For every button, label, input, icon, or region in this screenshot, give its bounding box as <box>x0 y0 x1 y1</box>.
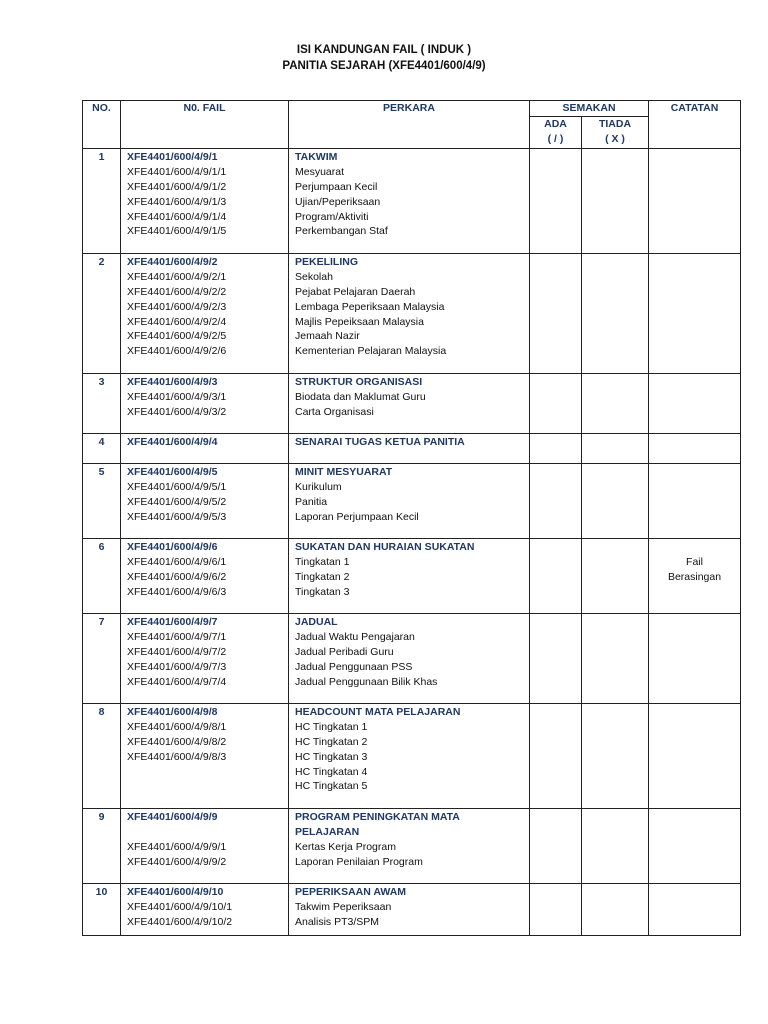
file-number: XFE4401/600/4/9/9/2 <box>127 855 227 868</box>
file-number: XFE4401/600/4/9/2/1 <box>127 270 227 283</box>
file-number: XFE4401/600/4/9/5/2 <box>127 495 227 508</box>
ada-check-cell[interactable] <box>530 253 582 373</box>
file-number-head: XFE4401/600/4/9/5 <box>127 465 218 478</box>
catatan-cell <box>649 538 741 613</box>
perkara-cell <box>289 808 530 883</box>
file-number-cell <box>121 808 289 883</box>
catatan-cell <box>649 253 741 373</box>
file-number-cell <box>121 433 289 463</box>
perkara-item: Kurikulum <box>295 480 342 493</box>
perkara-item: HC Tingkatan 2 <box>295 735 368 748</box>
perkara-head: PEPERIKSAAN AWAM <box>295 885 407 898</box>
ada-check-cell[interactable] <box>530 463 582 538</box>
perkara-head: SUKATAN DAN HURAIAN SUKATAN <box>295 540 475 553</box>
file-number: XFE4401/600/4/9/1/3 <box>127 195 227 208</box>
perkara-cell <box>289 253 530 373</box>
tiada-check-cell[interactable] <box>582 808 649 883</box>
catatan-cell <box>649 373 741 433</box>
file-number: XFE4401/600/4/9/3/1 <box>127 390 227 403</box>
catatan-cell <box>649 883 741 935</box>
perkara-item: Tingkatan 3 <box>295 585 350 598</box>
perkara-item: Biodata dan Maklumat Guru <box>295 390 426 403</box>
file-number-head: XFE4401/600/4/9/1 <box>127 150 218 163</box>
perkara-item: Majlis Pepeiksaan Malaysia <box>295 315 424 328</box>
file-number: XFE4401/600/4/9/8/1 <box>127 720 227 733</box>
perkara-cell <box>289 463 530 538</box>
perkara-item: Lembaga Peperiksaan Malaysia <box>295 300 445 313</box>
catatan-cell <box>649 463 741 538</box>
ada-check-cell[interactable] <box>530 613 582 703</box>
file-number: XFE4401/600/4/9/2/5 <box>127 330 227 343</box>
perkara-head: JADUAL <box>295 615 338 628</box>
file-contents-table <box>82 100 741 936</box>
header-tiada-symbol: ( X ) <box>605 132 625 145</box>
catatan-text: Fail <box>686 555 703 568</box>
header-ada-label: ADA <box>544 117 567 130</box>
file-number: XFE4401/600/4/9/8/3 <box>127 750 227 763</box>
tiada-check-cell[interactable] <box>582 613 649 703</box>
file-number-head: XFE4401/600/4/9/8 <box>127 705 218 718</box>
perkara-item: Analisis PT3/SPM <box>295 915 380 928</box>
ada-check-cell[interactable] <box>530 538 582 613</box>
perkara-item: HC Tingkatan 1 <box>295 720 368 733</box>
ada-check-cell[interactable] <box>530 703 582 808</box>
perkara-head: HEADCOUNT MATA PELAJARAN <box>295 705 461 718</box>
perkara-head: STRUKTUR ORGANISASI <box>295 375 423 388</box>
tiada-check-cell[interactable] <box>582 883 649 935</box>
header-no: NO. <box>83 101 121 149</box>
file-number-cell <box>121 463 289 538</box>
header-catatan: CATATAN <box>649 101 741 149</box>
perkara-cell <box>289 148 530 253</box>
file-number-head: XFE4401/600/4/9/10 <box>127 885 224 898</box>
file-number: XFE4401/600/4/9/6/2 <box>127 570 227 583</box>
file-number-cell <box>121 883 289 935</box>
row-number: 5 <box>83 463 121 538</box>
perkara-item: Panitia <box>295 495 328 508</box>
perkara-item: HC Tingkatan 4 <box>295 765 368 778</box>
perkara-item: Ujian/Peperiksaan <box>295 195 381 208</box>
tiada-check-cell[interactable] <box>582 253 649 373</box>
tiada-check-cell[interactable] <box>582 373 649 433</box>
ada-check-cell[interactable] <box>530 808 582 883</box>
tiada-check-cell[interactable] <box>582 433 649 463</box>
file-number-head: XFE4401/600/4/9/9 <box>127 810 218 823</box>
ada-check-cell[interactable] <box>530 373 582 433</box>
table-row <box>83 253 741 373</box>
file-number: XFE4401/600/4/9/10/2 <box>127 915 233 928</box>
tiada-check-cell[interactable] <box>582 463 649 538</box>
perkara-item: Takwim Peperiksaan <box>295 900 392 913</box>
file-number: XFE4401/600/4/9/5/3 <box>127 510 227 523</box>
perkara-head: TAKWIM <box>295 150 338 163</box>
file-number: XFE4401/600/4/9/2/4 <box>127 315 227 328</box>
file-number: XFE4401/600/4/9/1/5 <box>127 225 227 238</box>
header-ada-symbol: ( / ) <box>547 132 564 145</box>
file-number: XFE4401/600/4/9/1/1 <box>127 165 227 178</box>
perkara-item: Sekolah <box>295 270 333 283</box>
file-number: XFE4401/600/4/9/8/2 <box>127 735 227 748</box>
catatan-cell <box>649 433 741 463</box>
file-number-head: XFE4401/600/4/9/3 <box>127 375 218 388</box>
perkara-item: Jadual Peribadi Guru <box>295 645 394 658</box>
file-number: XFE4401/600/4/9/5/1 <box>127 480 227 493</box>
row-number: 9 <box>83 808 121 883</box>
file-number: XFE4401/600/4/9/2/6 <box>127 345 227 358</box>
file-number-cell <box>121 148 289 253</box>
file-number-head: XFE4401/600/4/9/6 <box>127 540 218 553</box>
perkara-cell <box>289 538 530 613</box>
file-number-head: XFE4401/600/4/9/2 <box>127 255 218 268</box>
perkara-item: Perkembangan Staf <box>295 225 388 238</box>
perkara-item: Tingkatan 1 <box>295 555 350 568</box>
table-row <box>83 463 741 538</box>
perkara-item: Kertas Kerja Program <box>295 840 396 853</box>
perkara-item: HC Tingkatan 5 <box>295 780 368 793</box>
perkara-item: Laporan Penilaian Program <box>295 855 423 868</box>
table-row <box>83 613 741 703</box>
header-no-fail: N0. FAIL <box>121 101 289 149</box>
ada-check-cell[interactable] <box>530 883 582 935</box>
file-number-head: XFE4401/600/4/9/4 <box>127 435 218 448</box>
table-row <box>83 808 741 883</box>
file-number: XFE4401/600/4/9/1/4 <box>127 210 227 223</box>
perkara-item: Tingkatan 2 <box>295 570 350 583</box>
file-number-cell <box>121 538 289 613</box>
header-tiada-label: TIADA <box>598 117 632 130</box>
perkara-item: Pejabat Pelajaran Daerah <box>295 285 416 298</box>
table-row <box>83 148 741 253</box>
file-number-cell <box>121 703 289 808</box>
perkara-cell <box>289 613 530 703</box>
file-number: XFE4401/600/4/9/3/2 <box>127 405 227 418</box>
file-number: XFE4401/600/4/9/10/1 <box>127 900 233 913</box>
document-title: ISI KANDUNGAN FAIL ( INDUK ) <box>296 44 472 56</box>
perkara-item: Program/Aktiviti <box>295 210 369 223</box>
file-number: XFE4401/600/4/9/7/3 <box>127 660 227 673</box>
perkara-cell <box>289 703 530 808</box>
perkara-item: Mesyuarat <box>295 165 345 178</box>
spacer <box>127 825 288 840</box>
table-row <box>83 433 741 463</box>
file-number: XFE4401/600/4/9/7/1 <box>127 630 227 643</box>
ada-check-cell[interactable] <box>530 148 582 253</box>
file-number-cell <box>121 373 289 433</box>
table-row <box>83 373 741 433</box>
perkara-item: Jadual Waktu Pengajaran <box>295 630 415 643</box>
tiada-check-cell[interactable] <box>582 148 649 253</box>
table-row <box>83 538 741 613</box>
perkara-item: Laporan Perjumpaan Kecil <box>295 510 419 523</box>
perkara-item: Perjumpaan Kecil <box>295 180 378 193</box>
file-number-head: XFE4401/600/4/9/7 <box>127 615 218 628</box>
catatan-cell <box>649 808 741 883</box>
header-tiada <box>582 116 649 148</box>
file-number: XFE4401/600/4/9/7/4 <box>127 675 227 688</box>
row-number: 3 <box>83 373 121 433</box>
perkara-head: PEKELILING <box>295 255 359 268</box>
file-number: XFE4401/600/4/9/9/1 <box>127 840 227 853</box>
file-number: XFE4401/600/4/9/7/2 <box>127 645 227 658</box>
file-number: XFE4401/600/4/9/1/2 <box>127 180 227 193</box>
tiada-check-cell[interactable] <box>582 538 649 613</box>
file-number: XFE4401/600/4/9/6/3 <box>127 585 227 598</box>
row-number: 6 <box>83 538 121 613</box>
perkara-head: MINIT MESYUARAT <box>295 465 393 478</box>
spacer <box>649 540 740 555</box>
header-perkara: PERKARA <box>289 101 530 149</box>
document-subtitle: PANITIA SEJARAH (XFE4401/600/4/9) <box>282 60 486 72</box>
catatan-cell <box>649 703 741 808</box>
row-number: 8 <box>83 703 121 808</box>
header-ada <box>530 116 582 148</box>
perkara-item: Carta Organisasi <box>295 405 374 418</box>
ada-check-cell[interactable] <box>530 433 582 463</box>
row-number: 7 <box>83 613 121 703</box>
row-number: 1 <box>83 148 121 253</box>
file-number: XFE4401/600/4/9/6/1 <box>127 555 227 568</box>
catatan-cell <box>649 148 741 253</box>
perkara-item: Jadual Penggunaan PSS <box>295 660 413 673</box>
perkara-cell <box>289 883 530 935</box>
catatan-cell <box>649 613 741 703</box>
file-number: XFE4401/600/4/9/2/3 <box>127 300 227 313</box>
header-semakan: SEMAKAN <box>530 101 649 117</box>
perkara-head: SENARAI TUGAS KETUA PANITIA <box>295 435 465 448</box>
perkara-item: Jemaah Nazir <box>295 330 360 343</box>
file-number-cell <box>121 253 289 373</box>
tiada-check-cell[interactable] <box>582 703 649 808</box>
row-number: 2 <box>83 253 121 373</box>
perkara-item: Kementerian Pelajaran Malaysia <box>295 345 447 358</box>
catatan-text: Berasingan <box>667 570 722 583</box>
perkara-head: PROGRAM PENINGKATAN MATA PELAJARAN <box>295 810 460 838</box>
table-row <box>83 703 741 808</box>
perkara-item: Jadual Penggunaan Bilik Khas <box>295 675 438 688</box>
row-number: 10 <box>83 883 121 935</box>
row-number: 4 <box>83 433 121 463</box>
perkara-cell <box>289 433 530 463</box>
perkara-item: HC Tingkatan 3 <box>295 750 368 763</box>
perkara-cell <box>289 373 530 433</box>
table-row <box>83 883 741 935</box>
file-number: XFE4401/600/4/9/2/2 <box>127 285 227 298</box>
file-number-cell <box>121 613 289 703</box>
